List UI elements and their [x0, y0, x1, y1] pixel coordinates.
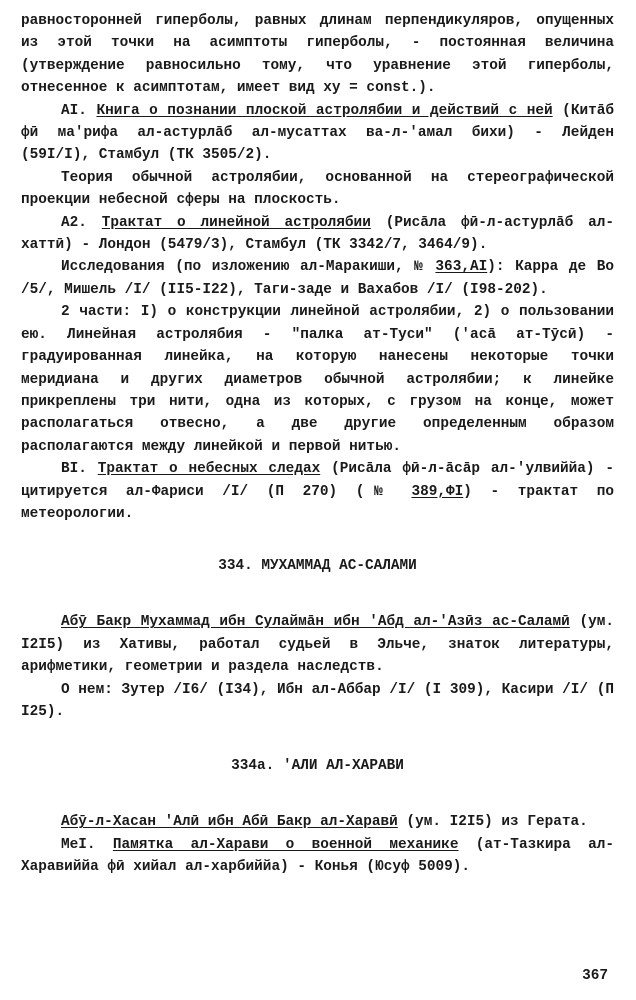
- entry-a2-title: Трактат о линейной астролябии: [101, 214, 371, 231]
- entry-b1-reference: 389,ФI: [411, 483, 464, 500]
- research-reference: 363,AI: [435, 259, 488, 276]
- entry-me1-number: МеI.: [61, 836, 113, 853]
- page-number: 367: [582, 968, 608, 984]
- research-prefix: Исследования (по изложению ал-Маракиши, №: [61, 259, 436, 276]
- entry-a2: [21, 212, 614, 257]
- research-authors: ): Карра де Во /5/, Мишель /I/ (II5-I22), Таги-заде и Вахабов /I/ (I98-202).: [21, 259, 615, 298]
- entry-b1: [21, 458, 614, 525]
- entry-a1-title: Книга о познании плоской астролябии и действий с ней: [96, 102, 553, 119]
- section-334-heading: 334. МУХАММАД АС-САЛАМИ: [218, 558, 417, 575]
- entry-me1-title: Памятка ал-Харави о военной механике: [112, 836, 459, 853]
- entry-a1-description: Теория обычной астролябии, основанной на стереографической проекции небесной сферы на плоскость.: [21, 169, 614, 209]
- entry-a2-parts: 2 части: I) о конструкции линейной астролябии, 2) о пользовании ею. Линейная астролябия - "палка ат-Туси" ('асā ат-Тӯсӣ) - градуированная линейка, на которую нанесены некоторые точки меридиана и других диаметров обычной астролябии; к линейке прикреплены три нити, одна из которых, с грузом на конце, может располагаться отвесно, а две другие определенным образом располагаются между линейкой и первой нитью.: [21, 304, 614, 455]
- section-334-about: О нем: Зутер /I6/ (I34), Ибн ал-Аббар /I/ (I 309), Касири /I/ (П I25).: [21, 681, 614, 720]
- section-334a-person-name: Абӯ-л-Хасан 'Алӣ ибн Абӣ Бакр ал-Харавӣ: [61, 814, 398, 831]
- section-334-bio-text: (ум. I2I5) из Хативы, работал судьей в Эльче, знаток литературы, арифметики, геометрии и раздела наследств.: [21, 614, 614, 676]
- entry-b1-title: Трактат о небесных следах: [97, 461, 321, 478]
- section-334-person-name: Абӯ Бакр Мухаммад ибн Сулаймāн ибн 'Абд ал-'Азӣз ас-Саламӣ: [61, 614, 570, 631]
- entry-me1-details: (ат-Тазкира ал-Харавиййа фӣ хийал ал-харбиййа) - Конья (Юсуф 5009).: [21, 836, 614, 876]
- entry-b1-details: (Рисāла фӣ-л-āсāр ал-'улвиййа) - цитируется ал-Фариси /I/ (П 270) (№: [21, 461, 614, 500]
- entry-a1-number: AI.: [61, 102, 97, 119]
- section-334a-bio-text: (ум. I2I5) из Герата.: [397, 814, 588, 831]
- entry-b1-topic: ) - трактат по метеорологии.: [21, 483, 614, 522]
- entry-a2-number: А2.: [61, 214, 102, 231]
- top-paragraph: равносторонней гиперболы, равных длинам перпендикуляров, опущенных из этой точки на асимптоты гиперболы, - постоянная величина (утверждение равносильно тому, что уравнение этой гиперболы, отнесенное к асимптотам, имеет вид xy = const.).: [21, 13, 614, 97]
- section-334a-bio: [21, 811, 614, 833]
- entry-a1: [21, 100, 614, 167]
- entry-a2-details: (Рисāла фӣ-л-астурлāб ал-хаттӣ) - Лондон (5479/3), Стамбул (ТК 3342/7, 3464/9).: [21, 214, 615, 254]
- entry-b1-number: BI.: [61, 461, 98, 478]
- entry-a1-details: (Китāб фӣ ма'рифа ал-астурлāб ал-мусаттах ва-л-'амал бихи) - Лейден (59I/I), Стамбул (ТК 3505/2).: [21, 102, 615, 164]
- section-334-bio: [21, 611, 614, 678]
- entry-me1: [21, 834, 614, 879]
- entry-a2-research: [21, 256, 614, 301]
- section-334a-heading: 334а. 'АЛИ АЛ-ХАРАВИ: [231, 758, 404, 775]
